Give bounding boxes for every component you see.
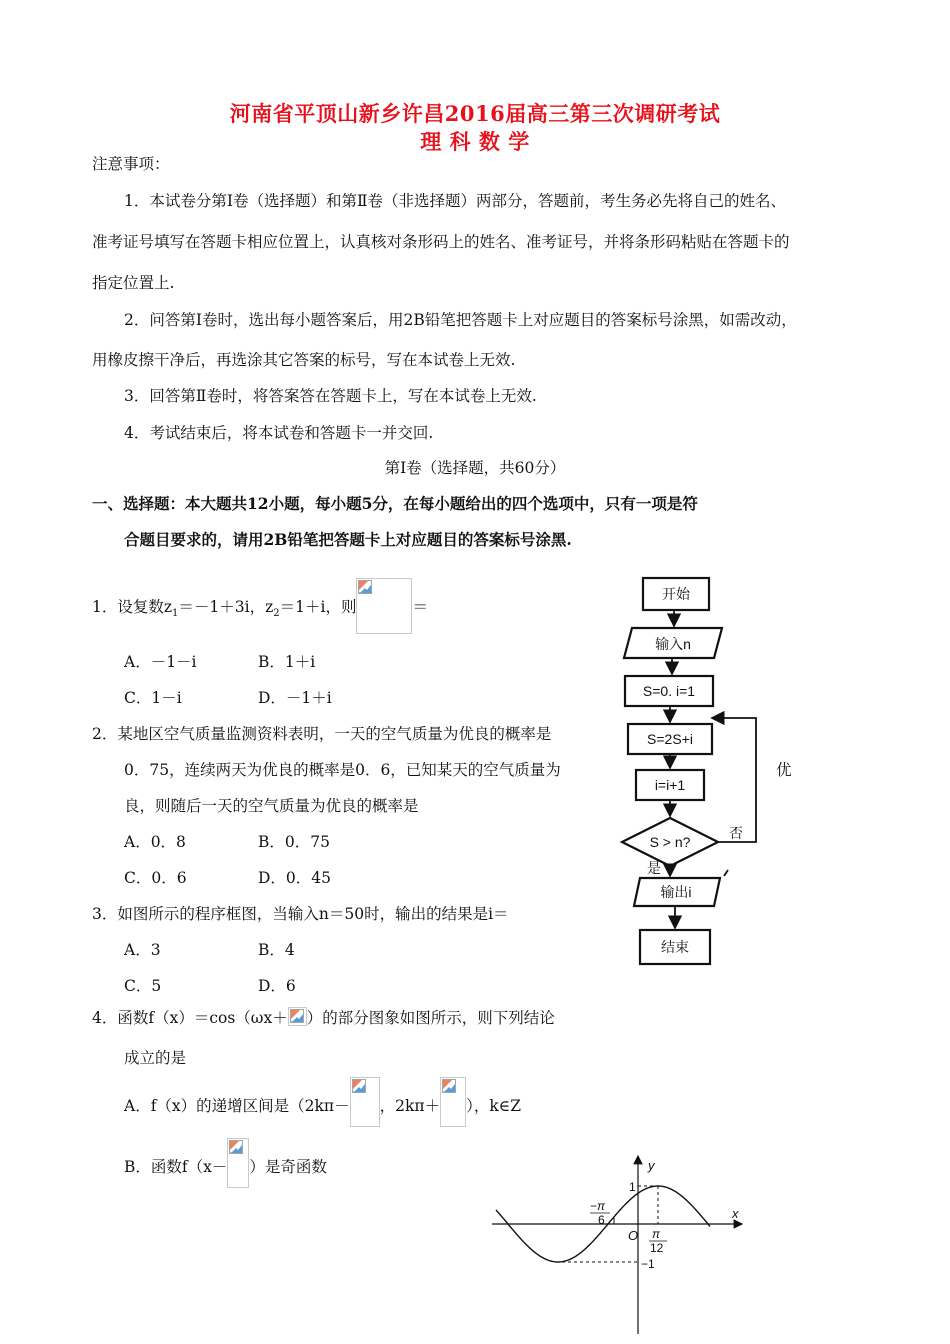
broken-image-icon bbox=[440, 1077, 466, 1127]
flow-input-label: 输入n bbox=[655, 636, 691, 652]
broken-image-icon bbox=[356, 578, 412, 634]
q3-option-d: D．6 bbox=[258, 977, 296, 995]
notice-4: 4．考试结束后，将本试卷和答题卡一并交回. bbox=[124, 424, 434, 442]
q4-stem: 4．函数f（x）＝cos（ωx＋ ）的部分图象如图所示，则下列结论 bbox=[92, 1009, 555, 1027]
q2-option-d: D．0．45 bbox=[258, 869, 332, 887]
program-flowchart bbox=[610, 570, 780, 970]
x-tick-six: 6 bbox=[598, 1213, 605, 1227]
broken-image-icon bbox=[350, 1077, 380, 1127]
x-tick-twelve: 12 bbox=[650, 1241, 664, 1255]
q3-option-c: C．5 bbox=[124, 977, 162, 995]
q1-option-d: D．－1＋i bbox=[258, 689, 332, 707]
notice-1-line-3: 指定位置上. bbox=[92, 274, 175, 292]
q1-option-a: A．－1－i bbox=[124, 653, 197, 671]
y-axis-label: y bbox=[648, 1158, 655, 1173]
notice-3: 3．回答第Ⅱ卷时，将答案答在答题卡上，写在本试卷上无效. bbox=[124, 387, 537, 405]
broken-image-icon bbox=[288, 1007, 307, 1026]
q2-option-b: B．0．75 bbox=[258, 833, 330, 851]
notice-heading: 注意事项： bbox=[92, 155, 170, 173]
q1-option-c: C．1－i bbox=[124, 689, 182, 707]
q4-option-a: A．f（x）的递增区间是（2kπ－ ，2kπ＋ ），k∈Z bbox=[124, 1077, 521, 1127]
q1-stem: 1．设复数$z_1=-1+3i$，$z_2=1+i$，则 ＝ bbox=[92, 578, 428, 634]
notice-1-line-2: 准考证号填写在答题卡相应位置上，认真核对条形码上的姓名、准考证号，并将条形码粘贴在答题卡的 bbox=[92, 233, 790, 251]
volume-1-heading: 第Ⅰ卷（选择题，共60分） bbox=[384, 459, 566, 477]
broken-image-icon bbox=[227, 1138, 249, 1188]
section-1-instructions-line-2: 合题目要求的，请用2B铅笔把答题卡上对应题目的答案标号涂黑. bbox=[124, 530, 572, 549]
flow-start-label: 开始 bbox=[662, 586, 690, 602]
exam-title: 河南省平顶山新乡许昌2016届高三第三次调研考试 bbox=[229, 101, 721, 126]
y-tick-neg-1: −1 bbox=[641, 1257, 655, 1271]
q3-option-a: A．3 bbox=[124, 941, 161, 959]
flow-step2-label: i=i+1 bbox=[654, 777, 686, 793]
y-tick-1: 1 bbox=[629, 1180, 636, 1194]
section-1-instructions-line-1: 一、选择题：本大题共12小题，每小题5分，在每小题给出的四个选项中，只有一项是符 bbox=[92, 494, 698, 513]
origin-label: O bbox=[628, 1228, 639, 1243]
q4-option-b: B．函数f（x－ ）是奇函数 bbox=[124, 1138, 327, 1188]
x-tick-neg-pi: −π bbox=[590, 1199, 606, 1213]
q3-option-b: B．4 bbox=[258, 941, 295, 959]
flow-step1-label: S=2S+i bbox=[647, 731, 693, 747]
q2-stem-line-2: 0．75，连续两天为优良的概率是0．6，已知某天的空气质量为 bbox=[124, 761, 561, 779]
notice-2-line-2: 用橡皮擦干净后，再选涂其它答案的标号，写在本试卷上无效. bbox=[92, 351, 516, 369]
q2-stem-line-3: 良，则随后一天的空气质量为优良的概率是 bbox=[124, 797, 419, 815]
flow-init-label: S=0. i=1 bbox=[642, 683, 696, 699]
q2-stem-line-2-tail: 优 bbox=[776, 761, 792, 779]
flow-end-label: 结束 bbox=[661, 939, 689, 955]
q3-stem: 3．如图所示的程序框图，当输入n＝50时，输出的结果是i＝ bbox=[92, 905, 509, 923]
q2-option-c: C．0．6 bbox=[124, 869, 187, 887]
x-axis-label: x bbox=[732, 1206, 739, 1221]
q1-option-b: B．1＋i bbox=[258, 653, 316, 671]
q2-option-a: A．0．8 bbox=[124, 833, 186, 851]
exam-subject: 理 科 数 学 bbox=[420, 129, 530, 154]
notice-2-line-1: 2．问答第Ⅰ卷时，选出每小题答案后，用2B铅笔把答题卡上对应题目的答案标号涂黑，如需改动， bbox=[124, 311, 797, 329]
x-tick-pi: π bbox=[652, 1227, 661, 1241]
cosine-function-graph bbox=[488, 1148, 750, 1338]
flow-condition-label: S > n? bbox=[649, 834, 691, 850]
q4-stem-line-2: 成立的是 bbox=[124, 1049, 187, 1067]
flow-yes-label: 是 bbox=[647, 860, 661, 876]
notice-1-line-1: 1．本试卷分第Ⅰ卷（选择题）和第Ⅱ卷（非选择题）两部分，答题前，考生务必先将自己的姓名、 bbox=[124, 192, 787, 210]
flow-no-label: 否 bbox=[729, 825, 743, 841]
q2-stem-line-1: 2．某地区空气质量监测资料表明，一天的空气质量为优良的概率是 bbox=[92, 725, 552, 743]
flow-output-label: 输出i bbox=[660, 884, 692, 900]
